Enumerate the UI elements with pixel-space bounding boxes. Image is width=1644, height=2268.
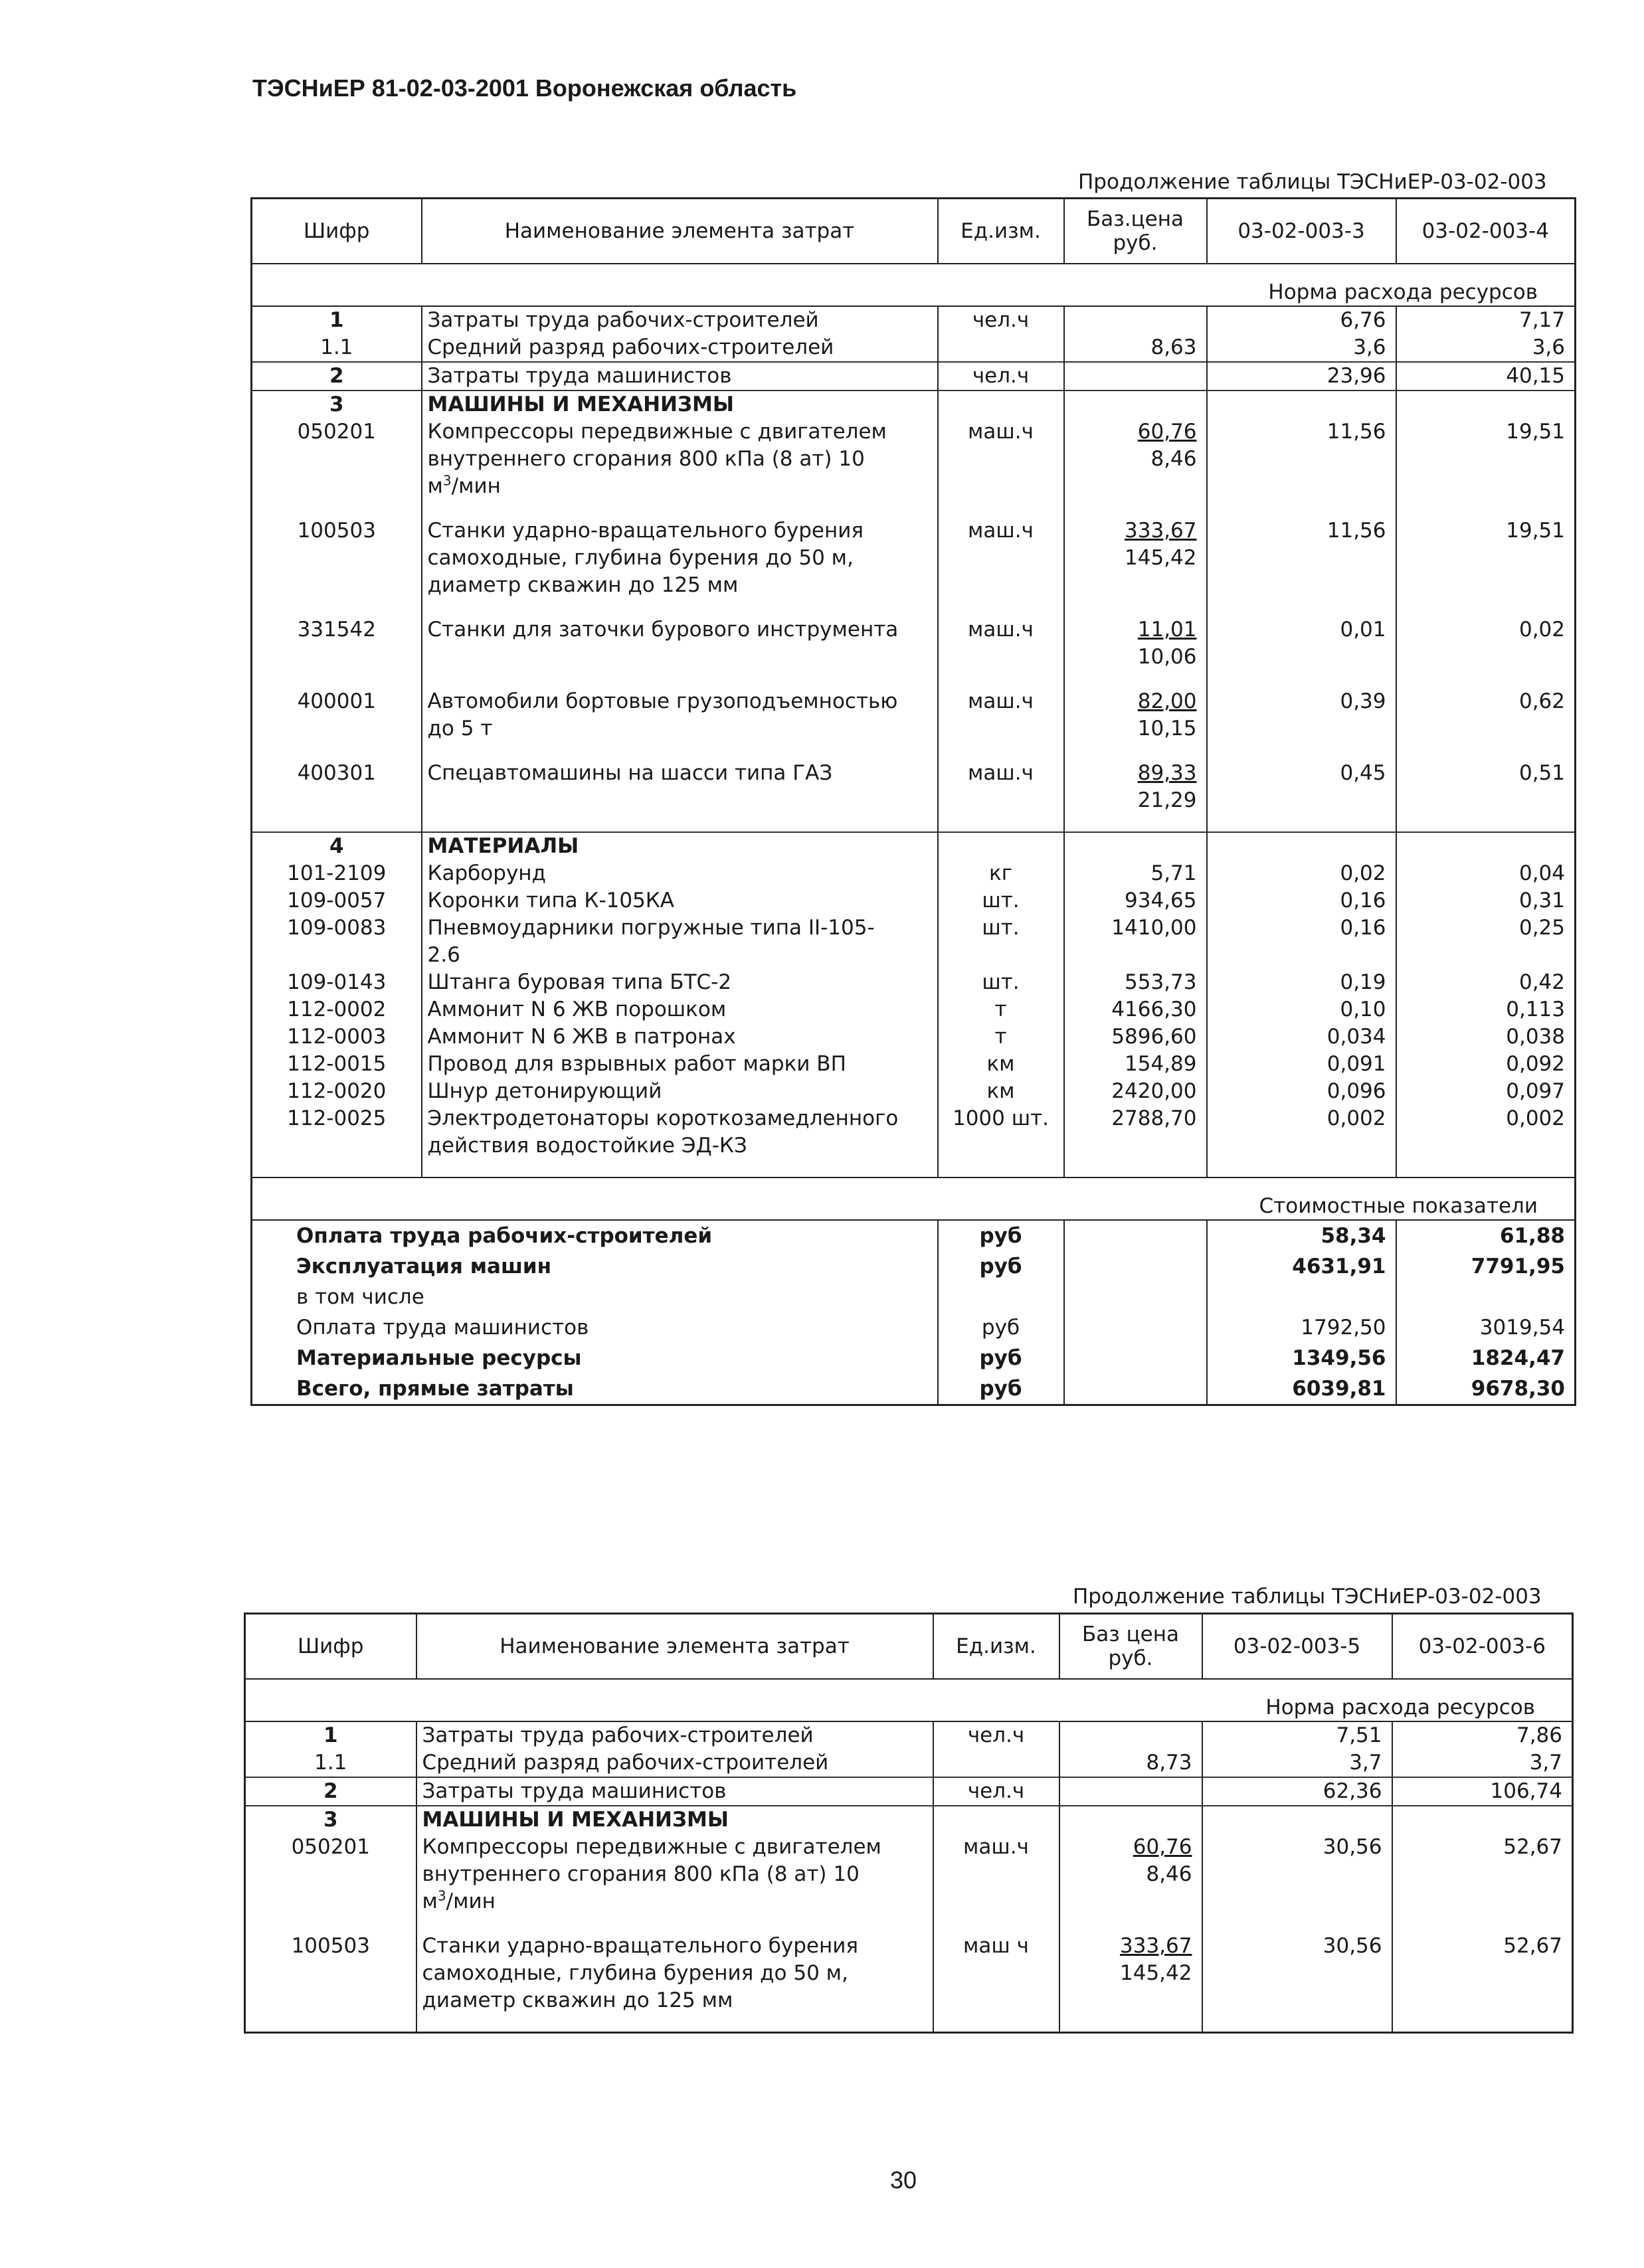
summary-row	[252, 1251, 1576, 1282]
summary-row	[252, 1373, 1576, 1405]
row-value-b: 106,74	[1392, 1777, 1573, 1806]
row-code: 112-0002	[287, 998, 387, 1021]
row-name: Средний разряд рабочих-строителей	[416, 1749, 933, 1777]
summary-unit: руб	[938, 1373, 1064, 1405]
summary-value-a: 6039,81	[1207, 1373, 1396, 1405]
row-unit	[933, 1749, 1059, 1777]
resource-table-2	[244, 1613, 1574, 2034]
table-row	[245, 1721, 1573, 1749]
row-unit: шт.	[938, 887, 1064, 915]
row-value-a: 0,19	[1207, 969, 1396, 996]
header-col-a: 03-02-003-3	[1207, 199, 1396, 264]
row-price: 8,73	[1059, 1749, 1202, 1777]
row-code: 400001	[297, 689, 376, 713]
row-value-a: 3,7	[1202, 1749, 1392, 1777]
row-value-a: 0,10	[1207, 996, 1396, 1023]
header-col-b: 03-02-003-6	[1392, 1614, 1573, 1680]
row-price: 5,71	[1064, 860, 1207, 887]
row-code: 109-0143	[287, 970, 387, 994]
section-row	[252, 391, 1576, 418]
row-value-b: 19,51	[1396, 418, 1576, 500]
row-code: 1.1	[314, 1751, 347, 1775]
summary-label: Всего, прямые затраты	[296, 1377, 574, 1401]
summary-label: Материальные ресурсы	[296, 1346, 582, 1370]
row-code: 050201	[291, 1835, 370, 1859]
header-name: Наименование элемента затрат	[422, 199, 938, 264]
header-unit: Ед.изм.	[933, 1614, 1059, 1680]
summary-value-b: 3019,54	[1396, 1312, 1576, 1343]
table-row	[252, 915, 1576, 969]
row-code: 2	[245, 1777, 416, 1806]
row-unit: чел.ч	[933, 1777, 1059, 1806]
row-price: 60,76 8,46	[1059, 1834, 1202, 1915]
summary-unit: руб	[938, 1312, 1064, 1343]
summary-row	[252, 1343, 1576, 1373]
row-name: Средний разряд рабочих-строителей	[422, 334, 938, 362]
row-value-a: 0,002	[1207, 1105, 1396, 1160]
summary-value-a: 1349,56	[1207, 1343, 1396, 1373]
row-value-b: 52,67	[1392, 1933, 1573, 2014]
row-name: Штанга буровая типа БТС-2	[422, 969, 938, 996]
row-value-b: 0,51	[1396, 760, 1576, 814]
table-row	[252, 969, 1576, 996]
row-price	[1059, 1777, 1202, 1806]
row-value-b: 0,62	[1396, 688, 1576, 742]
summary-row	[252, 1282, 1576, 1312]
row-value-b: 0,038	[1396, 1023, 1576, 1051]
row-name: Пневмоударники погружные типа II-105- 2.6	[422, 915, 938, 969]
header-col-a: 03-02-003-5	[1202, 1614, 1392, 1680]
row-value-b: 0,25	[1396, 915, 1576, 969]
document-title: ТЭСНиЕР 81-02-03-2001 Воронежская область	[252, 74, 797, 102]
row-code: 101-2109	[287, 861, 387, 885]
row-value-b: 3,7	[1392, 1749, 1573, 1777]
row-price: 333,67 145,42	[1059, 1933, 1202, 2014]
table-row	[245, 1777, 1573, 1806]
cost-label: Стоимостные показатели	[252, 1178, 1576, 1220]
summary-unit: руб	[938, 1343, 1064, 1373]
table2-header-row	[245, 1614, 1573, 1680]
row-name: Компрессоры передвижные с двигателем внутреннего сгорания 800 кПа (8 ат) 10 $м^3$/мин	[422, 418, 938, 500]
section-row	[245, 1806, 1573, 1834]
row-value-a: 0,16	[1207, 915, 1396, 969]
summary-value-b: 61,88	[1396, 1220, 1576, 1251]
summary-row	[252, 1312, 1576, 1343]
row-unit	[938, 334, 1064, 362]
row-unit: маш.ч	[938, 418, 1064, 500]
row-code: 112-0025	[287, 1106, 387, 1130]
table-row	[252, 334, 1576, 362]
row-name: Коронки типа К-105КА	[422, 887, 938, 915]
row-value-b: 0,04	[1396, 860, 1576, 887]
row-name: Станки для заточки бурового инструмента	[422, 616, 938, 671]
header-name: Наименование элемента затрат	[416, 1614, 933, 1680]
row-price: 2420,00	[1064, 1078, 1207, 1105]
table1-header-row	[252, 199, 1576, 264]
row-name: Спецавтомашины на шасси типа ГАЗ	[422, 760, 938, 814]
table-row	[252, 1105, 1576, 1160]
row-unit: т	[938, 1023, 1064, 1051]
row-value-a: 62,36	[1202, 1777, 1392, 1806]
table-row	[252, 616, 1576, 671]
table-row	[252, 1051, 1576, 1078]
row-code: 1	[329, 308, 344, 332]
summary-label: в том числе	[296, 1285, 424, 1309]
summary-value-b: 1824,47	[1396, 1343, 1576, 1373]
norm-label: Норма расхода ресурсов	[252, 264, 1576, 306]
resource-table-1	[250, 197, 1576, 1406]
header-code: Шифр	[245, 1614, 416, 1680]
row-price: 8,63	[1064, 334, 1207, 362]
row-unit: шт.	[938, 969, 1064, 996]
row-unit: маш ч	[933, 1933, 1059, 2014]
row-code: 400301	[297, 761, 376, 785]
row-code: 1	[323, 1723, 338, 1747]
row-price: 1410,00	[1064, 915, 1207, 969]
table-row	[252, 1023, 1576, 1051]
section-code: 4	[252, 832, 422, 860]
row-value-a: 6,76	[1207, 306, 1396, 334]
row-code: 112-0015	[287, 1052, 387, 1076]
row-name: Станки ударно-вращательного бурения самоходные, глубина бурения до 50 м, диаметр скважин до 125 мм	[422, 517, 938, 599]
section-code: 3	[245, 1806, 416, 1834]
row-unit: 1000 шт.	[938, 1105, 1064, 1160]
row-code: 109-0057	[287, 889, 387, 913]
row-value-a: 11,56	[1207, 517, 1396, 599]
header-col-b: 03-02-003-4	[1396, 199, 1576, 264]
row-price: 4166,30	[1064, 996, 1207, 1023]
row-value-b: 40,15	[1396, 362, 1576, 391]
table-row	[252, 688, 1576, 742]
table-row	[245, 1834, 1573, 1915]
row-price	[1059, 1721, 1202, 1749]
row-name: Аммонит N 6 ЖВ порошком	[422, 996, 938, 1023]
row-value-a: 0,02	[1207, 860, 1396, 887]
row-price: 60,76 8,46	[1064, 418, 1207, 500]
table2-continuation: Продолжение таблицы ТЭСНиЕР-03-02-003	[1073, 1585, 1542, 1609]
row-name: Провод для взрывных работ марки ВП	[422, 1051, 938, 1078]
header-price: Баз цена руб.	[1059, 1614, 1202, 1680]
header-code: Шифр	[252, 199, 422, 264]
row-value-a: 11,56	[1207, 418, 1396, 500]
summary-value-a: 4631,91	[1207, 1251, 1396, 1282]
table-row	[252, 306, 1576, 334]
row-price: 89,33 21,29	[1064, 760, 1207, 814]
row-value-a: 0,034	[1207, 1023, 1396, 1051]
row-name: Затраты труда рабочих-строителей	[416, 1721, 933, 1749]
table-row	[252, 1078, 1576, 1105]
row-unit: маш.ч	[938, 688, 1064, 742]
table-row	[252, 517, 1576, 599]
row-code: 100503	[297, 519, 376, 543]
row-price: 154,89	[1064, 1051, 1207, 1078]
row-unit: чел.ч	[933, 1721, 1059, 1749]
row-name: Карборунд	[422, 860, 938, 887]
row-name: Электродетонаторы короткозамедленного действия водостойкие ЭД-КЗ	[422, 1105, 938, 1160]
cost-label-row	[252, 1178, 1576, 1220]
table1-continuation: Продолжение таблицы ТЭСНиЕР-03-02-003	[1078, 170, 1547, 194]
table-row	[252, 887, 1576, 915]
summary-unit: руб	[938, 1251, 1064, 1282]
row-value-b: 0,092	[1396, 1051, 1576, 1078]
table-row	[245, 1933, 1573, 2014]
row-value-b: 0,097	[1396, 1078, 1576, 1105]
row-value-a: 0,16	[1207, 887, 1396, 915]
row-price: 2788,70	[1064, 1105, 1207, 1160]
row-value-a: 23,96	[1207, 362, 1396, 391]
norm-label: Норма расхода ресурсов	[245, 1679, 1573, 1721]
table-row	[252, 860, 1576, 887]
section-title: МАШИНЫ И МЕХАНИЗМЫ	[422, 391, 938, 418]
row-value-a: 30,56	[1202, 1834, 1392, 1915]
row-price: 333,67 145,42	[1064, 517, 1207, 599]
summary-value-b: 7791,95	[1396, 1251, 1576, 1282]
row-name: Затраты труда машинистов	[422, 362, 938, 391]
row-code: 331542	[297, 618, 376, 642]
summary-label: Оплата труда рабочих-строителей	[296, 1224, 713, 1248]
row-value-b: 3,6	[1396, 334, 1576, 362]
row-price: 11,01 10,06	[1064, 616, 1207, 671]
row-value-a: 0,45	[1207, 760, 1396, 814]
summary-label: Оплата труда машинистов	[296, 1316, 589, 1340]
summary-value-a: 58,34	[1207, 1220, 1396, 1251]
row-name: Станки ударно-вращательного бурения самоходные, глубина бурения до 50 м, диаметр скважин до 125 мм	[416, 1933, 933, 2014]
section-row	[252, 832, 1576, 860]
row-unit: км	[938, 1078, 1064, 1105]
row-value-a: 0,01	[1207, 616, 1396, 671]
row-unit: маш.ч	[938, 517, 1064, 599]
row-price	[1064, 362, 1207, 391]
row-code: 112-0020	[287, 1079, 387, 1103]
table-row	[252, 760, 1576, 814]
row-name: Затраты труда рабочих-строителей	[422, 306, 938, 334]
section-title: МАТЕРИАЛЫ	[422, 832, 938, 860]
row-price	[1064, 306, 1207, 334]
page-number: 30	[890, 2166, 917, 2194]
row-value-b: 0,31	[1396, 887, 1576, 915]
row-name: Аммонит N 6 ЖВ в патронах	[422, 1023, 938, 1051]
summary-row	[252, 1220, 1576, 1251]
row-value-b: 0,02	[1396, 616, 1576, 671]
row-name: Шнур детонирующий	[422, 1078, 938, 1105]
summary-label: Эксплуатация машин	[296, 1255, 552, 1278]
row-price: 553,73	[1064, 969, 1207, 996]
row-value-b: 0,113	[1396, 996, 1576, 1023]
row-unit: км	[938, 1051, 1064, 1078]
summary-value-a: 1792,50	[1207, 1312, 1396, 1343]
row-value-a: 30,56	[1202, 1933, 1392, 2014]
row-value-b: 0,002	[1396, 1105, 1576, 1160]
header-unit: Ед.изм.	[938, 199, 1064, 264]
norm-label-row	[245, 1679, 1573, 1721]
row-value-a: 0,39	[1207, 688, 1396, 742]
row-value-b: 0,42	[1396, 969, 1576, 996]
row-value-a: 0,096	[1207, 1078, 1396, 1105]
row-unit: маш.ч	[938, 616, 1064, 671]
table-row	[252, 996, 1576, 1023]
row-price: 82,00 10,15	[1064, 688, 1207, 742]
summary-value-b: 9678,30	[1396, 1373, 1576, 1405]
row-name: Компрессоры передвижные с двигателем внутреннего сгорания 800 кПа (8 ат) 10 $м^3$/мин	[416, 1834, 933, 1915]
summary-unit: руб	[938, 1220, 1064, 1251]
row-code: 109-0083	[287, 916, 387, 940]
row-unit: т	[938, 996, 1064, 1023]
row-code: 2	[252, 362, 422, 391]
row-price: 934,65	[1064, 887, 1207, 915]
row-code: 112-0003	[287, 1025, 387, 1049]
row-value-a: 0,091	[1207, 1051, 1396, 1078]
header-price: Баз.цена руб.	[1064, 199, 1207, 264]
row-unit: чел.ч	[938, 362, 1064, 391]
section-code: 3	[252, 391, 422, 418]
row-price: 5896,60	[1064, 1023, 1207, 1051]
row-value-a: 3,6	[1207, 334, 1396, 362]
row-code: 050201	[297, 420, 376, 444]
row-unit: маш.ч	[933, 1834, 1059, 1915]
section-title: МАШИНЫ И МЕХАНИЗМЫ	[416, 1806, 933, 1834]
row-code: 1.1	[320, 335, 353, 359]
table-row	[252, 362, 1576, 391]
row-value-b: 7,17	[1396, 306, 1576, 334]
norm-label-row	[252, 264, 1576, 306]
table-row	[252, 418, 1576, 500]
row-value-b: 52,67	[1392, 1834, 1573, 1915]
row-unit: кг	[938, 860, 1064, 887]
table-row	[245, 1749, 1573, 1777]
row-value-b: 7,86	[1392, 1721, 1573, 1749]
row-value-a: 7,51	[1202, 1721, 1392, 1749]
row-unit: чел.ч	[938, 306, 1064, 334]
row-name: Автомобили бортовые грузоподъемностью до 5 т	[422, 688, 938, 742]
row-unit: шт.	[938, 915, 1064, 969]
row-value-b: 19,51	[1396, 517, 1576, 599]
row-unit: маш.ч	[938, 760, 1064, 814]
row-code: 100503	[291, 1934, 370, 1958]
row-name: Затраты труда машинистов	[416, 1777, 933, 1806]
